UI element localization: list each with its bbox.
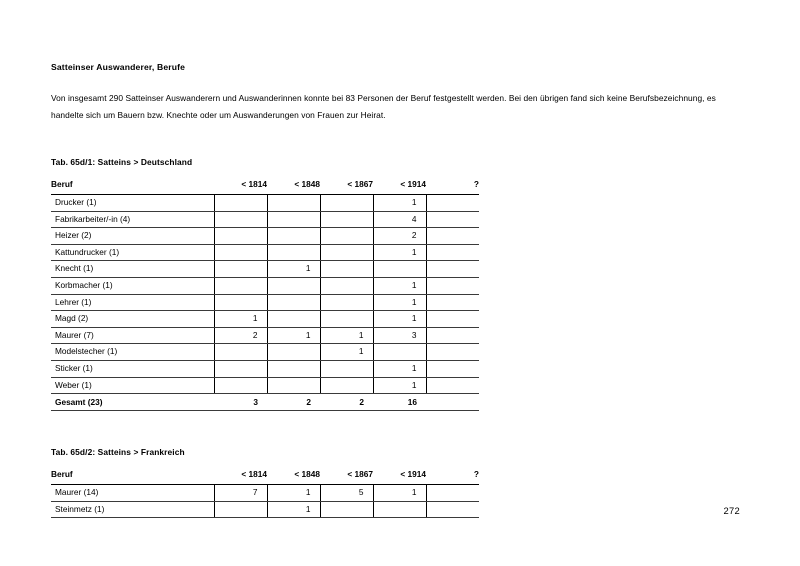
cell-count xyxy=(214,211,267,228)
cell-occupation: Korbmacher (1) xyxy=(51,278,214,295)
cell-occupation: Maurer (14) xyxy=(51,485,214,502)
cell-count: 2 xyxy=(214,327,267,344)
cell-occupation: Knecht (1) xyxy=(51,261,214,278)
cell-occupation: Kattundrucker (1) xyxy=(51,244,214,261)
cell-count: 5 xyxy=(320,485,373,502)
table-header-row xyxy=(51,466,479,485)
cell-occupation: Lehrer (1) xyxy=(51,294,214,311)
cell-count xyxy=(214,377,267,394)
cell-count xyxy=(426,244,479,261)
table-row xyxy=(51,361,479,378)
cell-count xyxy=(214,361,267,378)
cell-occupation: Magd (2) xyxy=(51,311,214,328)
cell-count: 1 xyxy=(320,327,373,344)
cell-count xyxy=(320,377,373,394)
page-title: Satteinser Auswanderer, Berufe xyxy=(51,62,186,72)
cell-count xyxy=(214,501,267,518)
cell-count xyxy=(426,278,479,295)
column-header-beruf: Beruf xyxy=(51,176,214,195)
cell-count xyxy=(426,377,479,394)
cell-count xyxy=(426,501,479,518)
table-row xyxy=(51,278,479,295)
cell-count: 1 xyxy=(373,485,426,502)
table-body-frankreich xyxy=(51,485,479,518)
table-caption-deutschland: Tab. 65d/1: Satteins > Deutschland xyxy=(51,157,193,168)
intro-paragraph-block xyxy=(51,90,741,123)
cell-count: 2 xyxy=(373,228,426,245)
column-header-1814: < 1814 xyxy=(214,176,267,195)
cell-total-count: 3 xyxy=(214,394,267,411)
table-row xyxy=(51,344,479,361)
table-row xyxy=(51,311,479,328)
column-header-unknown: ? xyxy=(426,466,479,485)
cell-count xyxy=(214,195,267,212)
cell-count: 1 xyxy=(373,377,426,394)
cell-count xyxy=(267,244,320,261)
cell-count: 1 xyxy=(267,261,320,278)
cell-count: 1 xyxy=(373,244,426,261)
cell-count xyxy=(320,311,373,328)
cell-count xyxy=(373,501,426,518)
cell-count xyxy=(426,485,479,502)
cell-count xyxy=(426,344,479,361)
cell-count: 4 xyxy=(373,211,426,228)
cell-count xyxy=(320,294,373,311)
column-header-beruf: Beruf xyxy=(51,466,214,485)
table-body-deutschland xyxy=(51,195,479,411)
column-header-1914: < 1914 xyxy=(373,176,426,195)
column-header-1848: < 1848 xyxy=(267,176,320,195)
table-header-row xyxy=(51,176,479,195)
cell-count xyxy=(320,361,373,378)
column-header-1867: < 1867 xyxy=(320,176,373,195)
cell-count xyxy=(320,244,373,261)
cell-occupation: Fabrikarbeiter/-in (4) xyxy=(51,211,214,228)
cell-count: 1 xyxy=(373,361,426,378)
cell-count xyxy=(373,344,426,361)
cell-occupation: Modelstecher (1) xyxy=(51,344,214,361)
cell-total-count: 2 xyxy=(320,394,373,411)
cell-count: 1 xyxy=(373,278,426,295)
cell-occupation: Heizer (2) xyxy=(51,228,214,245)
cell-count xyxy=(214,244,267,261)
cell-count xyxy=(426,228,479,245)
table-row xyxy=(51,294,479,311)
column-header-1814: < 1814 xyxy=(214,466,267,485)
cell-count xyxy=(214,278,267,295)
table-row xyxy=(51,261,479,278)
cell-count xyxy=(373,261,426,278)
table-row xyxy=(51,485,479,502)
cell-count xyxy=(426,294,479,311)
cell-total-count: 2 xyxy=(267,394,320,411)
cell-count xyxy=(267,311,320,328)
cell-count xyxy=(320,211,373,228)
table-caption-frankreich: Tab. 65d/2: Satteins > Frankreich xyxy=(51,447,185,458)
table-row xyxy=(51,501,479,518)
cell-count xyxy=(214,294,267,311)
cell-occupation: Steinmetz (1) xyxy=(51,501,214,518)
cell-count: 7 xyxy=(214,485,267,502)
cell-count xyxy=(426,311,479,328)
cell-count xyxy=(214,344,267,361)
cell-occupation: Weber (1) xyxy=(51,377,214,394)
cell-count: 1 xyxy=(214,311,267,328)
cell-count xyxy=(267,294,320,311)
table-row xyxy=(51,327,479,344)
table-block-frankreich xyxy=(51,447,741,518)
cell-count xyxy=(267,228,320,245)
cell-count xyxy=(214,261,267,278)
cell-count xyxy=(267,344,320,361)
column-header-1914: < 1914 xyxy=(373,466,426,485)
cell-count xyxy=(267,377,320,394)
occupations-table-frankreich xyxy=(51,466,479,518)
cell-count xyxy=(214,228,267,245)
cell-total-count: 16 xyxy=(373,394,426,411)
cell-count xyxy=(267,195,320,212)
cell-count xyxy=(267,211,320,228)
table-row xyxy=(51,244,479,261)
cell-count: 1 xyxy=(267,327,320,344)
table-row xyxy=(51,377,479,394)
table-row xyxy=(51,211,479,228)
cell-occupation: Drucker (1) xyxy=(51,195,214,212)
cell-total-label: Gesamt (23) xyxy=(51,394,214,411)
cell-count: 1 xyxy=(267,485,320,502)
column-header-1848: < 1848 xyxy=(267,466,320,485)
cell-total-count xyxy=(426,394,479,411)
cell-occupation: Sticker (1) xyxy=(51,361,214,378)
cell-count xyxy=(320,228,373,245)
cell-count xyxy=(267,278,320,295)
table-block-deutschland xyxy=(51,157,741,411)
cell-count xyxy=(426,361,479,378)
cell-count: 1 xyxy=(267,501,320,518)
cell-count xyxy=(426,261,479,278)
occupations-table-deutschland xyxy=(51,176,479,411)
page-number: 272 xyxy=(723,505,740,516)
cell-count: 3 xyxy=(373,327,426,344)
cell-count: 1 xyxy=(320,344,373,361)
cell-count xyxy=(320,501,373,518)
table-row xyxy=(51,195,479,212)
column-header-unknown: ? xyxy=(426,176,479,195)
intro-paragraph: Von insgesamt 290 Satteinser Auswanderern und Auswanderinnen konnte bei 83 Personen der Beruf festgestellt werden. Bei den übrigen fand sich keine Berufsbezeichnung, es handelte sich um Bauern bzw. Knechte oder um Auswanderungen von Frauen zur Heirat. xyxy=(51,93,716,120)
cell-count xyxy=(426,195,479,212)
cell-count xyxy=(267,361,320,378)
cell-count: 1 xyxy=(373,311,426,328)
column-header-1867: < 1867 xyxy=(320,466,373,485)
cell-count xyxy=(426,211,479,228)
cell-count: 1 xyxy=(373,294,426,311)
cell-count xyxy=(320,278,373,295)
cell-count xyxy=(320,261,373,278)
table-row xyxy=(51,228,479,245)
cell-count xyxy=(426,327,479,344)
page-content xyxy=(51,62,741,518)
cell-count xyxy=(320,195,373,212)
cell-occupation: Maurer (7) xyxy=(51,327,214,344)
cell-count: 1 xyxy=(373,195,426,212)
table-total-row xyxy=(51,394,479,411)
